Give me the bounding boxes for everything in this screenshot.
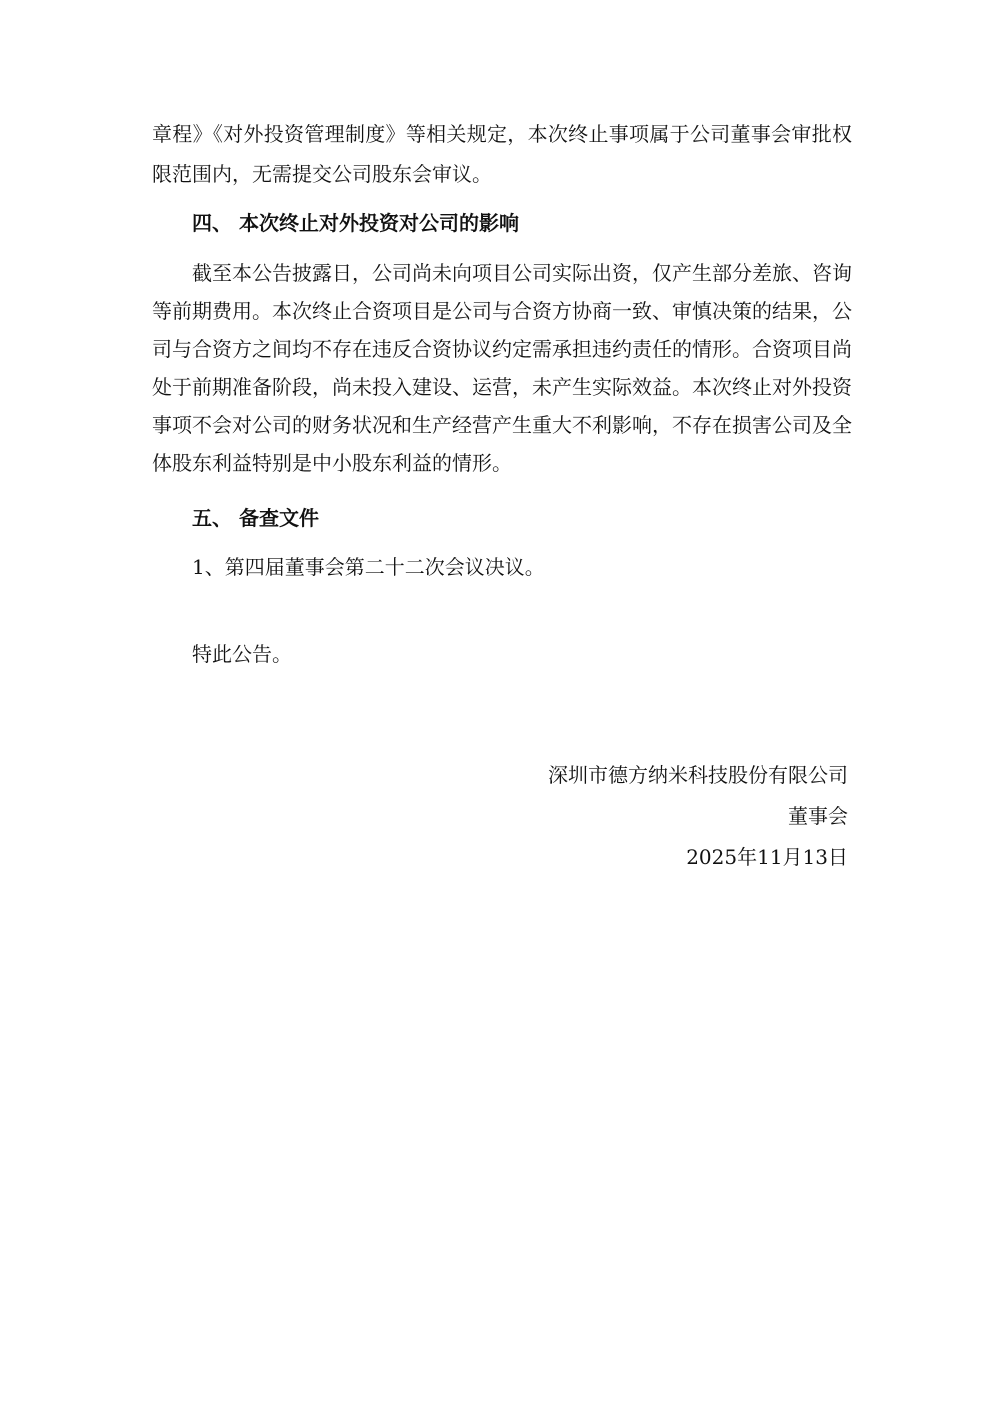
reference-item: 1、第四届董事会第二十二次会议决议。 [192, 555, 545, 579]
paragraph-line: 处于前期准备阶段，尚未投入建设、运营，未产生实际效益。本次终止对外投资 [152, 375, 852, 399]
paragraph-line: 体股东利益特别是中小股东利益的情形。 [152, 451, 512, 475]
signature-board: 董事会 [788, 804, 848, 828]
paragraph-line: 事项不会对公司的财务状况和生产经营产生重大不利影响，不存在损害公司及全 [152, 413, 852, 437]
section-heading: 四、 本次终止对外投资对公司的影响 [192, 211, 519, 235]
paragraph-line: 司与合资方之间均不存在违反合资协议约定需承担违约责任的情形。合资项目尚 [152, 337, 852, 361]
section-heading: 五、 备查文件 [192, 506, 319, 530]
paragraph-line: 限范围内，无需提交公司股东会审议。 [152, 162, 492, 186]
paragraph-line: 等前期费用。本次终止合资项目是公司与合资方协商一致、审慎决策的结果，公 [152, 299, 852, 323]
paragraph-line: 章程》《对外投资管理制度》等相关规定，本次终止事项属于公司董事会审批权 [152, 122, 852, 146]
closing-text: 特此公告。 [192, 642, 292, 666]
paragraph-line: 截至本公告披露日，公司尚未向项目公司实际出资，仅产生部分差旅、咨询 [192, 261, 852, 285]
signature-company: 深圳市德方纳米科技股份有限公司 [548, 763, 848, 787]
signature-date: 2025年11月13日 [686, 845, 848, 869]
